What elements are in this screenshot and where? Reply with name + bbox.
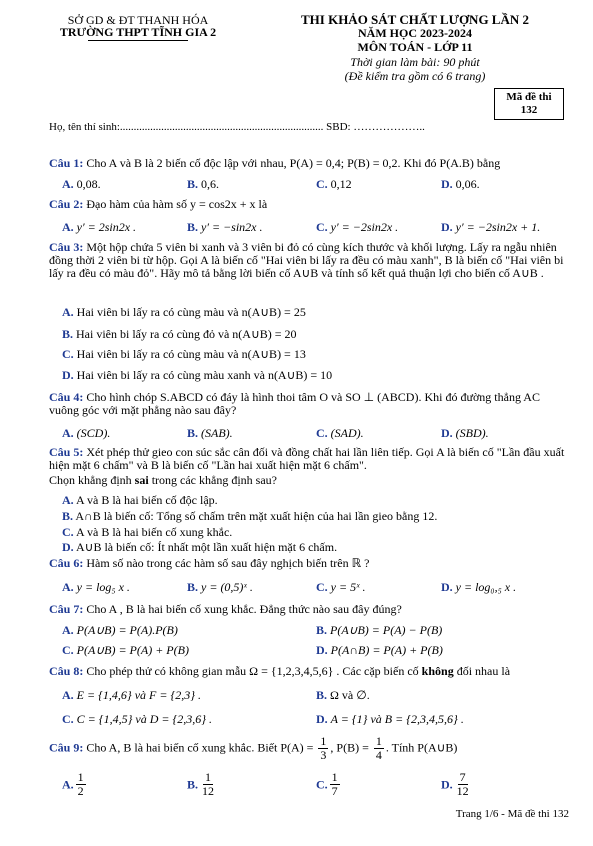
- question-text: , P(B) =: [330, 740, 372, 755]
- q1-option-d[interactable]: [441, 177, 480, 191]
- option-text: P(A∪B) = P(A) + P(B): [76, 643, 189, 657]
- school-name: TRƯỜNG THPT TĨNH GIA 2: [59, 25, 217, 39]
- question-text: Hàm số nào trong các hàm số sau đây nghịch biến trên ℝ ?: [83, 556, 370, 570]
- question-text: . Tính P(A∪B): [385, 740, 458, 755]
- prompt-emphasis: sai: [134, 473, 149, 487]
- option-text: Hai viên bi lấy ra có cùng màu và n(A∪B) = 13: [76, 347, 306, 361]
- option-text: y = log₅ x .: [76, 580, 130, 594]
- exam-code-box: [494, 88, 564, 120]
- option-letter: C.: [62, 525, 74, 539]
- option-text: (SAB).: [201, 426, 233, 440]
- option-letter: B.: [187, 580, 199, 594]
- q3-option-c[interactable]: [62, 347, 306, 361]
- question-text: Cho phép thử có không gian mẫu Ω = {1,2,3,4,5,6} . Các cặp biến cố: [83, 664, 422, 678]
- fraction: [200, 771, 216, 798]
- page-footer: Trang 1/6 - Mã đề thi 132: [455, 808, 569, 820]
- option-letter: A.: [62, 623, 74, 637]
- option-text: (SCD).: [76, 426, 111, 440]
- option-letter: D.: [441, 177, 453, 191]
- option-text: 0,12: [330, 177, 352, 191]
- student-info-line: Họ, tên thí sinh:.......................................................................... SBD: ………………..: [49, 121, 425, 133]
- option-text: 0,6.: [201, 177, 220, 191]
- option-letter: B.: [187, 777, 199, 792]
- fraction: [318, 735, 328, 762]
- q5-option-b[interactable]: [62, 509, 437, 523]
- question-3: [49, 241, 569, 280]
- option-letter: C.: [316, 777, 328, 792]
- option-letter: B.: [316, 623, 328, 637]
- q8-option-b[interactable]: [316, 688, 370, 702]
- question-1: [49, 157, 569, 170]
- fraction-denominator: 7: [331, 784, 338, 799]
- q9-option-c[interactable]: [316, 771, 342, 798]
- q9-option-a[interactable]: [62, 771, 88, 798]
- option-text: y′ = −2sin2x .: [330, 220, 399, 234]
- option-letter: C.: [316, 177, 328, 191]
- fraction-denominator: 2: [77, 784, 84, 799]
- question-text: Cho A và B là 2 biến cố độc lập với nhau, P(A) = 0,4; P(B) = 0,2. Khi đó P(A.B) bằng: [83, 156, 501, 170]
- option-letter: D.: [316, 712, 328, 726]
- q5-option-c[interactable]: [62, 525, 232, 539]
- option-text: A∩B là biến cố: Tổng số chấm trên mặt xuất hiện của hai lần gieo bằng 12.: [75, 509, 438, 523]
- fraction: [455, 771, 471, 798]
- option-text: Hai viên bi lấy ra có cùng màu và n(A∪B) = 25: [76, 305, 306, 319]
- question-8: [49, 665, 569, 678]
- question-label: Câu 5:: [49, 445, 84, 459]
- q2-option-b[interactable]: [187, 220, 263, 234]
- fraction-numerator: 1: [205, 770, 212, 784]
- question-text: Cho hình chóp S.ABCD có đáy là hình thoi tâm O và SO ⊥ (ABCD). Khi đó đường thẳng AC vuông góc với mặt phẳng nào sau đây?: [49, 390, 540, 417]
- q1-option-c[interactable]: [316, 177, 352, 191]
- question-label: Câu 8:: [49, 664, 84, 678]
- dept-name: SỞ GD & ĐT THANH HÓA: [67, 13, 209, 27]
- option-letter: C.: [316, 426, 328, 440]
- option-letter: A.: [62, 580, 74, 594]
- fraction: [330, 771, 340, 798]
- option-letter: A.: [62, 305, 74, 319]
- option-letter: D.: [441, 777, 453, 792]
- q6-option-d[interactable]: [441, 580, 516, 594]
- option-letter: A.: [62, 777, 74, 792]
- exam-title: THI KHẢO SÁT CHẤT LƯỢNG LẦN 2: [300, 12, 530, 27]
- exam-duration: Thời gian làm bài: 90 phút: [350, 55, 480, 69]
- question-2: [49, 198, 569, 211]
- option-letter: B.: [62, 327, 74, 341]
- q9-option-d[interactable]: [441, 771, 473, 798]
- option-text: A = {1} và B = {2,3,4,5,6} .: [330, 712, 464, 726]
- option-letter: A.: [62, 493, 74, 507]
- option-letter: B.: [187, 177, 199, 191]
- option-letter: D.: [441, 220, 453, 234]
- question-label: Câu 2:: [49, 197, 84, 211]
- q7-option-b[interactable]: [316, 623, 442, 637]
- exam-code-label: Mã đề thi: [506, 91, 552, 103]
- fraction-numerator: 7: [459, 770, 466, 784]
- option-letter: D.: [62, 368, 74, 382]
- q6-option-c[interactable]: [316, 580, 365, 594]
- option-text: 0,08.: [76, 177, 101, 191]
- question-text: Một hộp chứa 5 viên bi xanh và 3 viên bi đỏ có cùng kích thước và khối lượng. Lấy ra ngẫu nhiên đồng thời 2 viên bi từ hộp. Gọi A là biến cố "Hai viên bi lấy ra đều có màu xanh", B là biến cố "Hai viên bi lấy ra đều có màu đỏ". Hãy mô tả bằng lời biến cố A∪B và tính số kết quả thuận lợi cho biến cố A∪B .: [49, 240, 564, 280]
- question-label: Câu 7:: [49, 602, 84, 616]
- option-letter: C.: [62, 347, 74, 361]
- q3-option-a[interactable]: [62, 305, 306, 319]
- question-6: [49, 557, 569, 570]
- option-letter: A.: [62, 688, 74, 702]
- pages-note: (Đề kiểm tra gồm có 6 trang): [344, 69, 486, 83]
- q7-option-c[interactable]: [62, 643, 189, 657]
- question-label: Câu 1:: [49, 156, 84, 170]
- q4-option-a[interactable]: [62, 426, 110, 440]
- option-letter: D.: [441, 580, 453, 594]
- option-letter: B.: [316, 688, 328, 702]
- option-text: y′ = 2sin2x .: [76, 220, 137, 234]
- option-letter: D.: [441, 426, 453, 440]
- option-text: P(A∪B) = P(A).P(B): [76, 623, 178, 637]
- question-label: Câu 6:: [49, 556, 84, 570]
- q1-option-a[interactable]: [62, 177, 101, 191]
- question-label: Câu 4:: [49, 390, 84, 404]
- q2-option-d[interactable]: [441, 220, 540, 234]
- q1-option-b[interactable]: [187, 177, 219, 191]
- question-4: [49, 391, 569, 417]
- fraction-numerator: 1: [77, 770, 84, 784]
- option-text: 0,06.: [455, 177, 480, 191]
- prompt-text: Chọn khẳng định: [49, 473, 135, 487]
- option-letter: B.: [62, 509, 74, 523]
- fraction-numerator: 1: [320, 734, 327, 748]
- option-letter: B.: [187, 220, 199, 234]
- question-text: Xét phép thử gieo con súc sắc cân đối và đồng chất hai lần liên tiếp. Gọi A là biến cố "Lần đầu xuất hiện mặt 6 chấm" và B là biến cố "Lần hai xuất hiện mặt 6 chấm".: [49, 445, 565, 472]
- question-7: [49, 603, 569, 616]
- q7-option-a[interactable]: [62, 623, 178, 637]
- question-label: Câu 3:: [49, 240, 84, 254]
- option-text: (SBD).: [455, 426, 489, 440]
- question-text: Cho A, B là hai biến cố xung khắc. Biết P(A) =: [83, 740, 317, 755]
- fraction-numerator: 1: [375, 734, 382, 748]
- exam-code-value: 132: [520, 104, 538, 117]
- fraction: [76, 771, 86, 798]
- option-text: P(A∩B) = P(A) + P(B): [330, 643, 443, 657]
- option-text: Hai viên bi lấy ra có cùng đỏ và n(A∪B) = 20: [76, 327, 297, 341]
- q3-option-d[interactable]: [62, 368, 332, 382]
- prompt-text: trong các khẳng định sau?: [148, 473, 277, 487]
- q8-option-d[interactable]: [316, 712, 464, 726]
- fraction-denominator: 12: [202, 784, 215, 799]
- option-text: y = log₀,₅ x .: [455, 580, 517, 594]
- q4-option-c[interactable]: [316, 426, 364, 440]
- option-letter: C.: [316, 580, 328, 594]
- q4-option-d[interactable]: [441, 426, 489, 440]
- option-text: Ω và ∅.: [330, 688, 370, 702]
- option-text: A∪B là biến cố: Ít nhất một lần xuất hiện mặt 6 chấm.: [76, 540, 338, 554]
- option-text: A và B là hai biến cố độc lập.: [76, 493, 218, 507]
- option-text: P(A∪B) = P(A) − P(B): [330, 623, 443, 637]
- q6-option-b[interactable]: [187, 580, 253, 594]
- option-text: A và B là hai biến cố xung khắc.: [76, 525, 233, 539]
- option-letter: A.: [62, 220, 74, 234]
- option-letter: D.: [62, 540, 74, 554]
- option-letter: B.: [187, 426, 199, 440]
- option-text: y′ = −2sin2x + 1.: [455, 220, 541, 234]
- option-text: y = 5ˣ .: [330, 580, 366, 594]
- option-text: E = {1,4,6} và F = {2,3} .: [76, 688, 202, 702]
- fraction-numerator: 1: [331, 770, 338, 784]
- option-letter: C.: [316, 220, 328, 234]
- q2-option-c[interactable]: [316, 220, 398, 234]
- option-text: y = (0,5)ˣ .: [201, 580, 253, 594]
- option-letter: A.: [62, 177, 74, 191]
- option-text: C = {1,4,5} và D = {2,3,6} .: [76, 712, 213, 726]
- q5-option-a[interactable]: [62, 493, 218, 507]
- q8-option-c[interactable]: [62, 712, 212, 726]
- question-5: [49, 446, 569, 472]
- school-underline: [88, 40, 188, 41]
- q7-option-d[interactable]: [316, 643, 443, 657]
- option-text: y′ = −sin2x .: [201, 220, 263, 234]
- q4-option-b[interactable]: [187, 426, 233, 440]
- school-year: NĂM HỌC 2023-2024: [358, 26, 472, 40]
- q9-option-b[interactable]: [187, 771, 218, 798]
- option-text: Hai viên bi lấy ra có cùng màu xanh và n(A∪B) = 10: [76, 368, 333, 382]
- question-text: Cho A , B là hai biến cố xung khắc. Đẳng thức nào sau đây đúng?: [83, 602, 402, 616]
- subject: MÔN TOÁN - LỚP 11: [357, 40, 473, 54]
- option-letter: C.: [62, 712, 74, 726]
- q3-option-b[interactable]: [62, 327, 297, 341]
- question-9: [49, 735, 457, 762]
- fraction: [374, 735, 384, 762]
- question-emphasis: không: [421, 664, 454, 678]
- option-text: (SAD).: [330, 426, 364, 440]
- fraction-denominator: 12: [456, 784, 469, 799]
- q2-option-a[interactable]: [62, 220, 136, 234]
- option-letter: C.: [62, 643, 74, 657]
- fraction-denominator: 4: [375, 748, 382, 763]
- question-text: Đạo hàm của hàm số y = cos2x + x là: [83, 197, 268, 211]
- q6-option-a[interactable]: [62, 580, 130, 594]
- option-letter: D.: [316, 643, 328, 657]
- option-letter: A.: [62, 426, 74, 440]
- q5-prompt: [49, 473, 277, 487]
- q5-option-d[interactable]: [62, 540, 337, 554]
- question-label: Câu 9:: [49, 740, 84, 755]
- fraction-denominator: 3: [320, 748, 327, 763]
- q8-option-a[interactable]: [62, 688, 201, 702]
- question-text: đối nhau là: [453, 664, 511, 678]
